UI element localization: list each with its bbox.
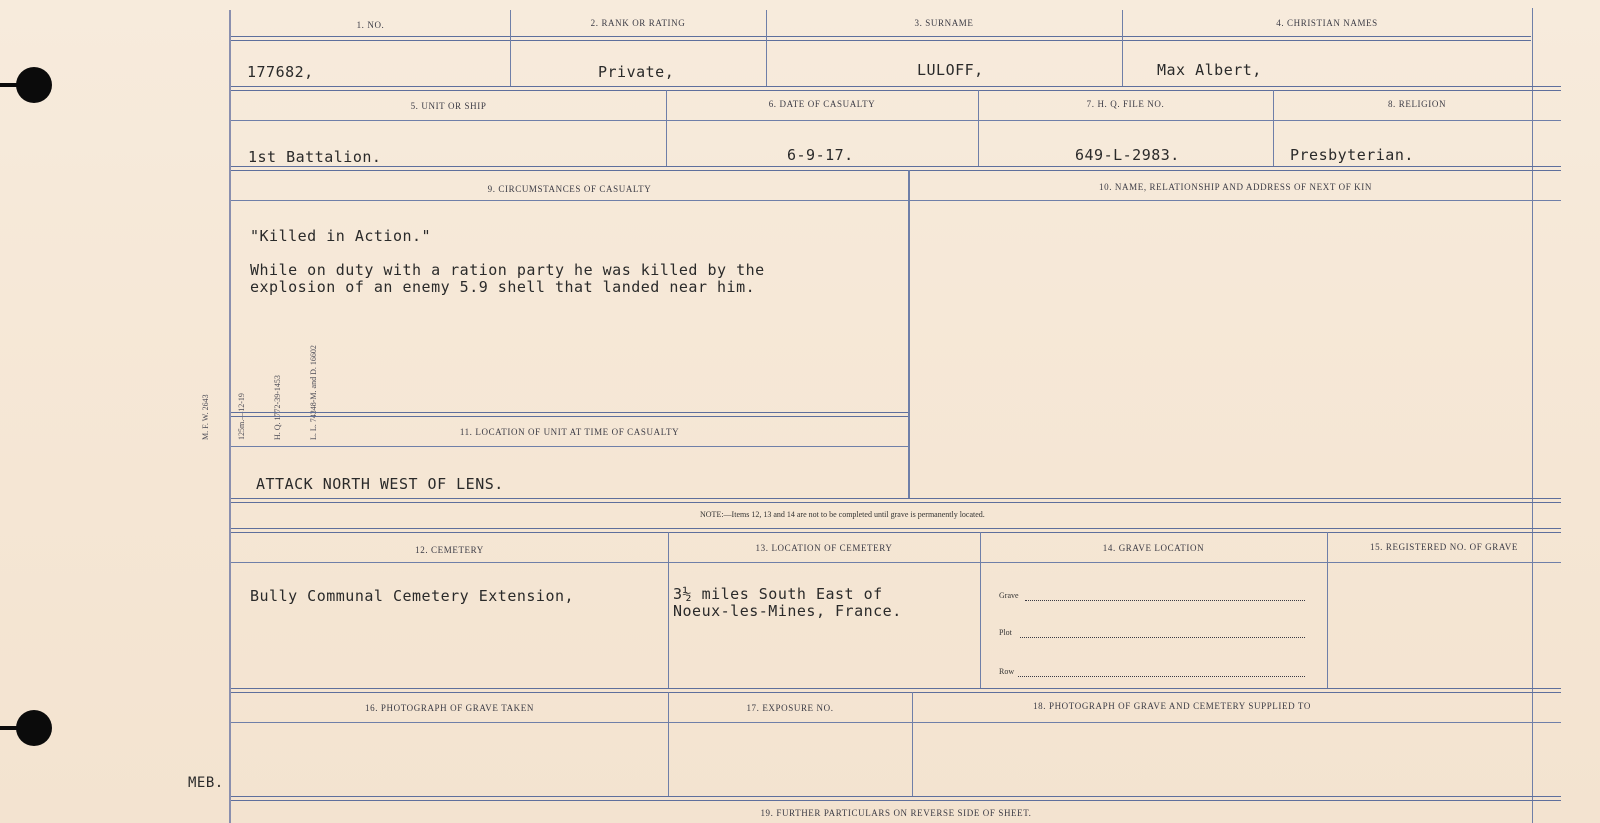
value-rank: Private, xyxy=(598,63,675,81)
plot-dotted-line xyxy=(1020,637,1305,638)
label-exposure: 17. EXPOSURE NO. xyxy=(746,703,834,713)
row3-label-rule xyxy=(231,200,1561,201)
row5-top-rule xyxy=(231,528,1561,533)
label-unit: 5. UNIT OR SHIP xyxy=(410,101,487,111)
label-grave-location: 14. GRAVE LOCATION xyxy=(1102,543,1205,553)
label-no: 1. NO. xyxy=(356,20,385,30)
value-christian: Max Albert, xyxy=(1157,61,1262,79)
note-text: NOTE:—Items 12, 13 and 14 are not to be completed until grave is permanently located. xyxy=(700,510,985,519)
grave-dotted-line xyxy=(1025,600,1305,601)
value-unit: 1st Battalion. xyxy=(248,148,382,166)
label-registered: 15. REGISTERED NO. OF GRAVE xyxy=(1369,542,1519,552)
value-no: 177682, xyxy=(247,63,314,81)
row4-top-rule xyxy=(231,412,908,417)
label-further: 19. FURTHER PARTICULARS ON REVERSE SIDE OF SHEET. xyxy=(760,808,1032,818)
value-location-unit: ATTACK NORTH WEST OF LENS. xyxy=(256,475,504,493)
label-plot: Plot xyxy=(999,628,1012,637)
side-print xyxy=(176,345,344,440)
label-cemetery: 12. CEMETERY xyxy=(415,545,484,555)
punch-hole-top-mark xyxy=(0,83,20,87)
label-circumstances: 9. CIRCUMSTANCES OF CASUALTY xyxy=(487,184,652,194)
value-date: 6-9-17. xyxy=(787,146,854,164)
label-date: 6. DATE OF CASUALTY xyxy=(768,99,876,109)
label-photo-taken: 16. PHOTOGRAPH OF GRAVE TAKEN xyxy=(365,703,534,713)
value-circumstances-heading: "Killed in Action." xyxy=(250,227,432,245)
label-file: 7. H. Q. FILE NO. xyxy=(1086,99,1165,109)
divider xyxy=(1327,532,1328,688)
note-top-rule xyxy=(231,498,1561,503)
row3-top-rule xyxy=(231,166,1561,171)
row2-label-rule xyxy=(231,120,1561,121)
right-margin-line xyxy=(1532,8,1533,823)
label-row: Row xyxy=(999,667,1015,676)
punch-hole-bottom xyxy=(16,710,52,746)
label-photo-supplied: 18. PHOTOGRAPH OF GRAVE AND CEMETERY SUPPLIED TO xyxy=(1033,701,1311,711)
divider xyxy=(668,532,669,688)
label-grave: Grave xyxy=(999,591,1019,600)
label-next-of-kin: 10. NAME, RELATIONSHIP AND ADDRESS OF NEXT OF KIN xyxy=(1099,182,1372,192)
row5-label-rule xyxy=(231,562,1561,563)
side-print-line: L. L. 74348-M. and D. 16602 xyxy=(309,345,318,440)
side-print-line: 125m.—12-19 xyxy=(237,393,246,440)
value-cemetery: Bully Communal Cemetery Extension, xyxy=(250,587,575,605)
row6-label-rule xyxy=(231,722,1561,723)
label-location-cemetery: 13. LOCATION OF CEMETERY xyxy=(755,543,893,553)
label-christian: 4. CHRISTIAN NAMES xyxy=(1276,18,1378,28)
row1-top-rule xyxy=(231,36,1531,41)
value-file: 649-L-2983. xyxy=(1075,146,1180,164)
side-print-line: M. F. W. 2643 xyxy=(201,394,210,440)
punch-hole-bottom-mark xyxy=(0,726,20,730)
divider xyxy=(908,170,910,498)
divider xyxy=(980,532,981,688)
label-religion: 8. RELIGION xyxy=(1387,99,1447,109)
row-dotted-line xyxy=(1018,676,1305,677)
clerk-initials: MEB. xyxy=(188,775,224,791)
side-print-line: H. Q. 1772-39-1453 xyxy=(273,375,282,440)
value-surname: LULOFF, xyxy=(917,61,984,79)
row6-top-rule xyxy=(231,688,1561,693)
row7-top-rule xyxy=(231,796,1561,801)
value-circumstances-detail: While on duty with a ration party he was killed by the explosion of an enemy 5.9 shell that landed near him. xyxy=(250,261,765,296)
row2-top-rule xyxy=(231,86,1561,91)
value-location-cemetery: 3½ miles South East of Noeux-les-Mines, France. xyxy=(673,585,902,620)
label-location-unit: 11. LOCATION OF UNIT AT TIME OF CASUALTY xyxy=(459,427,680,437)
row4-label-rule xyxy=(231,446,908,447)
value-religion: Presbyterian. xyxy=(1290,146,1414,164)
punch-hole-top xyxy=(16,67,52,103)
label-rank: 2. RANK OR RATING xyxy=(590,18,686,28)
label-surname: 3. SURNAME xyxy=(914,18,974,28)
